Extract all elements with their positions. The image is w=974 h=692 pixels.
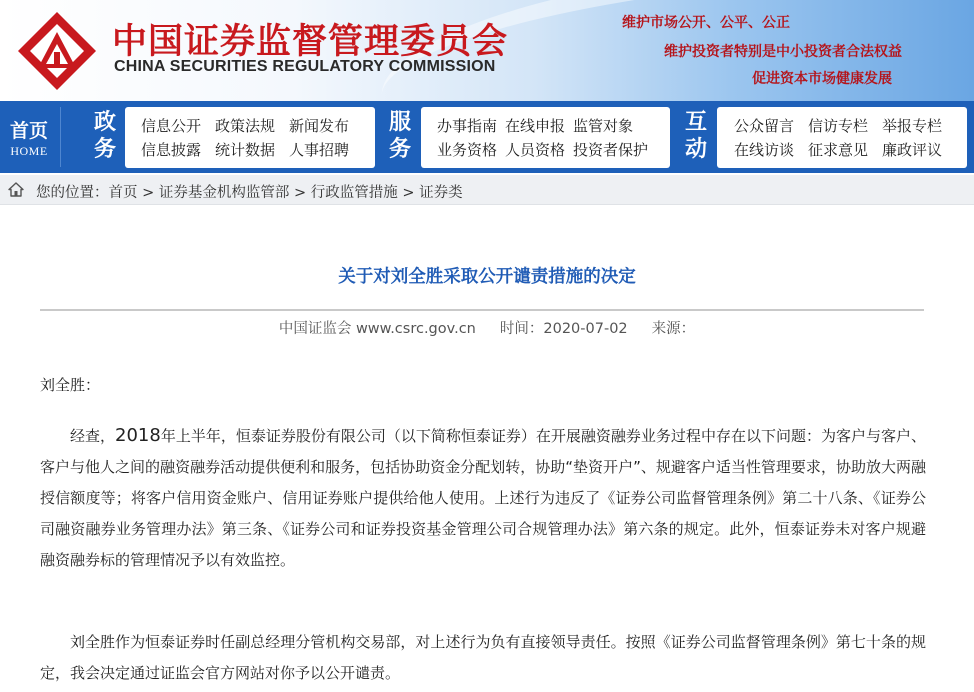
breadcrumb-trail xyxy=(36,181,463,202)
nav-home[interactable] xyxy=(0,101,58,173)
breadcrumb-prefix: 您的位置： xyxy=(36,185,109,201)
home-icon[interactable] xyxy=(8,182,24,197)
origin-label: 来源： xyxy=(651,321,696,337)
slogan-1: 维护市场公开、公平、公正 xyxy=(622,15,790,31)
nav-box-fuwu xyxy=(421,107,670,168)
nav-group-label-zhengwu xyxy=(88,109,122,163)
p1-rest: 年上半年，恒泰证券股份有限公司（以下简称恒泰证券）在开展融资融券业务过程中存在以下问题：为客户与客户、客户与他人之间的融资融券活动提供便利和服务，包括协助资金分配划转，协助“垫资开户”、规避客户适当性管理要求，协助放大两融授信额度等；将客户信用资金账户、信用证券账户提供给他人使用。上述行为违反了《证券公司监督管理条例》第二十八条、《证券公司融资融券业务管理办法》第三条、《证券公司和证券投资基金管理公司合规管理办法》第六条的规定。此外，恒泰证券未对客户规避融资融券标的管理情况予以有效监控。 xyxy=(40,427,926,569)
breadcrumb-sep: > xyxy=(289,185,311,201)
slogan-3: 促进资本市场健康发展 xyxy=(752,71,892,87)
nav-divider xyxy=(60,107,61,167)
nav-item-personnel-qual[interactable]: 人员资格 xyxy=(505,140,566,159)
breadcrumb xyxy=(0,175,974,205)
nav-item-recruitment[interactable]: 人事招聘 xyxy=(289,140,350,159)
nav-item-public-message[interactable]: 公众留言 xyxy=(734,116,795,135)
nav-group-label-fuwu xyxy=(383,109,417,163)
time-label: 时间： xyxy=(499,321,544,337)
nav-home-cn: 首页 xyxy=(9,120,48,142)
nav-item-report[interactable]: 举报专栏 xyxy=(882,116,943,135)
nav-item-disclosure[interactable]: 信息披露 xyxy=(141,140,202,159)
p1-year: 2018 xyxy=(115,425,161,446)
breadcrumb-securities[interactable]: 证券类 xyxy=(419,185,463,201)
nav-box-zhengwu xyxy=(125,107,375,168)
nav-item-integrity[interactable]: 廉政评议 xyxy=(882,140,943,159)
nav-item-guide[interactable]: 办事指南 xyxy=(437,116,498,135)
breadcrumb-home[interactable]: 首页 xyxy=(108,185,138,201)
breadcrumb-dept[interactable]: 证券基金机构监管部 xyxy=(158,185,290,201)
nav-item-petition[interactable]: 信访专栏 xyxy=(808,116,869,135)
nav-group-label-text: 服务 xyxy=(388,110,411,162)
site-title-cn: 中国证券监督管理委员会 xyxy=(112,22,509,62)
nav-item-policy[interactable]: 政策法规 xyxy=(215,116,276,135)
site-title-en: CHINA SECURITIES REGULATORY COMMISSION xyxy=(114,58,496,75)
article-time xyxy=(500,321,628,337)
article-source: 中国证监会 www.csrc.gov.cn xyxy=(278,321,476,337)
paragraph-1 xyxy=(40,420,926,576)
nav-item-statistics[interactable]: 统计数据 xyxy=(215,140,276,159)
slogan-2: 维护投资者特别是中小投资者合法权益 xyxy=(664,44,902,60)
paragraph-2: 刘全胜作为恒泰证券时任副总经理分管机构交易部，对上述行为负有直接领导责任。按照《证券公司监督管理条例》第七十条的规定，我会决定通过证监会官方网站对你予以公开谴责。 xyxy=(40,633,926,682)
nav-item-interview[interactable]: 在线访谈 xyxy=(734,140,795,159)
article-title: 关于对刘全胜采取公开谴责措施的决定 xyxy=(338,267,636,287)
breadcrumb-measures[interactable]: 行政监管措施 xyxy=(310,185,398,201)
nav-group-label-text: 互动 xyxy=(684,110,707,162)
article-meta xyxy=(0,317,974,338)
title-divider xyxy=(40,309,924,311)
header-banner xyxy=(0,0,974,101)
csrc-logo-icon[interactable] xyxy=(14,8,100,94)
nav-group-label-text: 政务 xyxy=(93,110,116,162)
nav-item-investor-protect[interactable]: 投资者保护 xyxy=(573,140,649,159)
nav-group-label-hudong xyxy=(679,109,713,163)
time-value: 2020-07-02 xyxy=(543,321,628,337)
nav-item-solicit[interactable]: 征求意见 xyxy=(808,140,869,159)
nav-box-hudong xyxy=(717,107,967,168)
nav-item-info-open[interactable]: 信息公开 xyxy=(141,116,202,135)
salutation: 刘全胜： xyxy=(40,376,101,394)
breadcrumb-sep: > xyxy=(397,185,420,201)
nav-item-business-qual[interactable]: 业务资格 xyxy=(437,140,498,159)
nav-home-en: HOME xyxy=(10,144,48,158)
main-nav xyxy=(0,101,974,173)
nav-item-online-filing[interactable]: 在线申报 xyxy=(505,116,566,135)
p1-pre: 经查， xyxy=(70,427,116,445)
nav-item-supervised[interactable]: 监管对象 xyxy=(573,116,634,135)
nav-item-news[interactable]: 新闻发布 xyxy=(289,116,350,135)
breadcrumb-sep: > xyxy=(137,185,159,201)
